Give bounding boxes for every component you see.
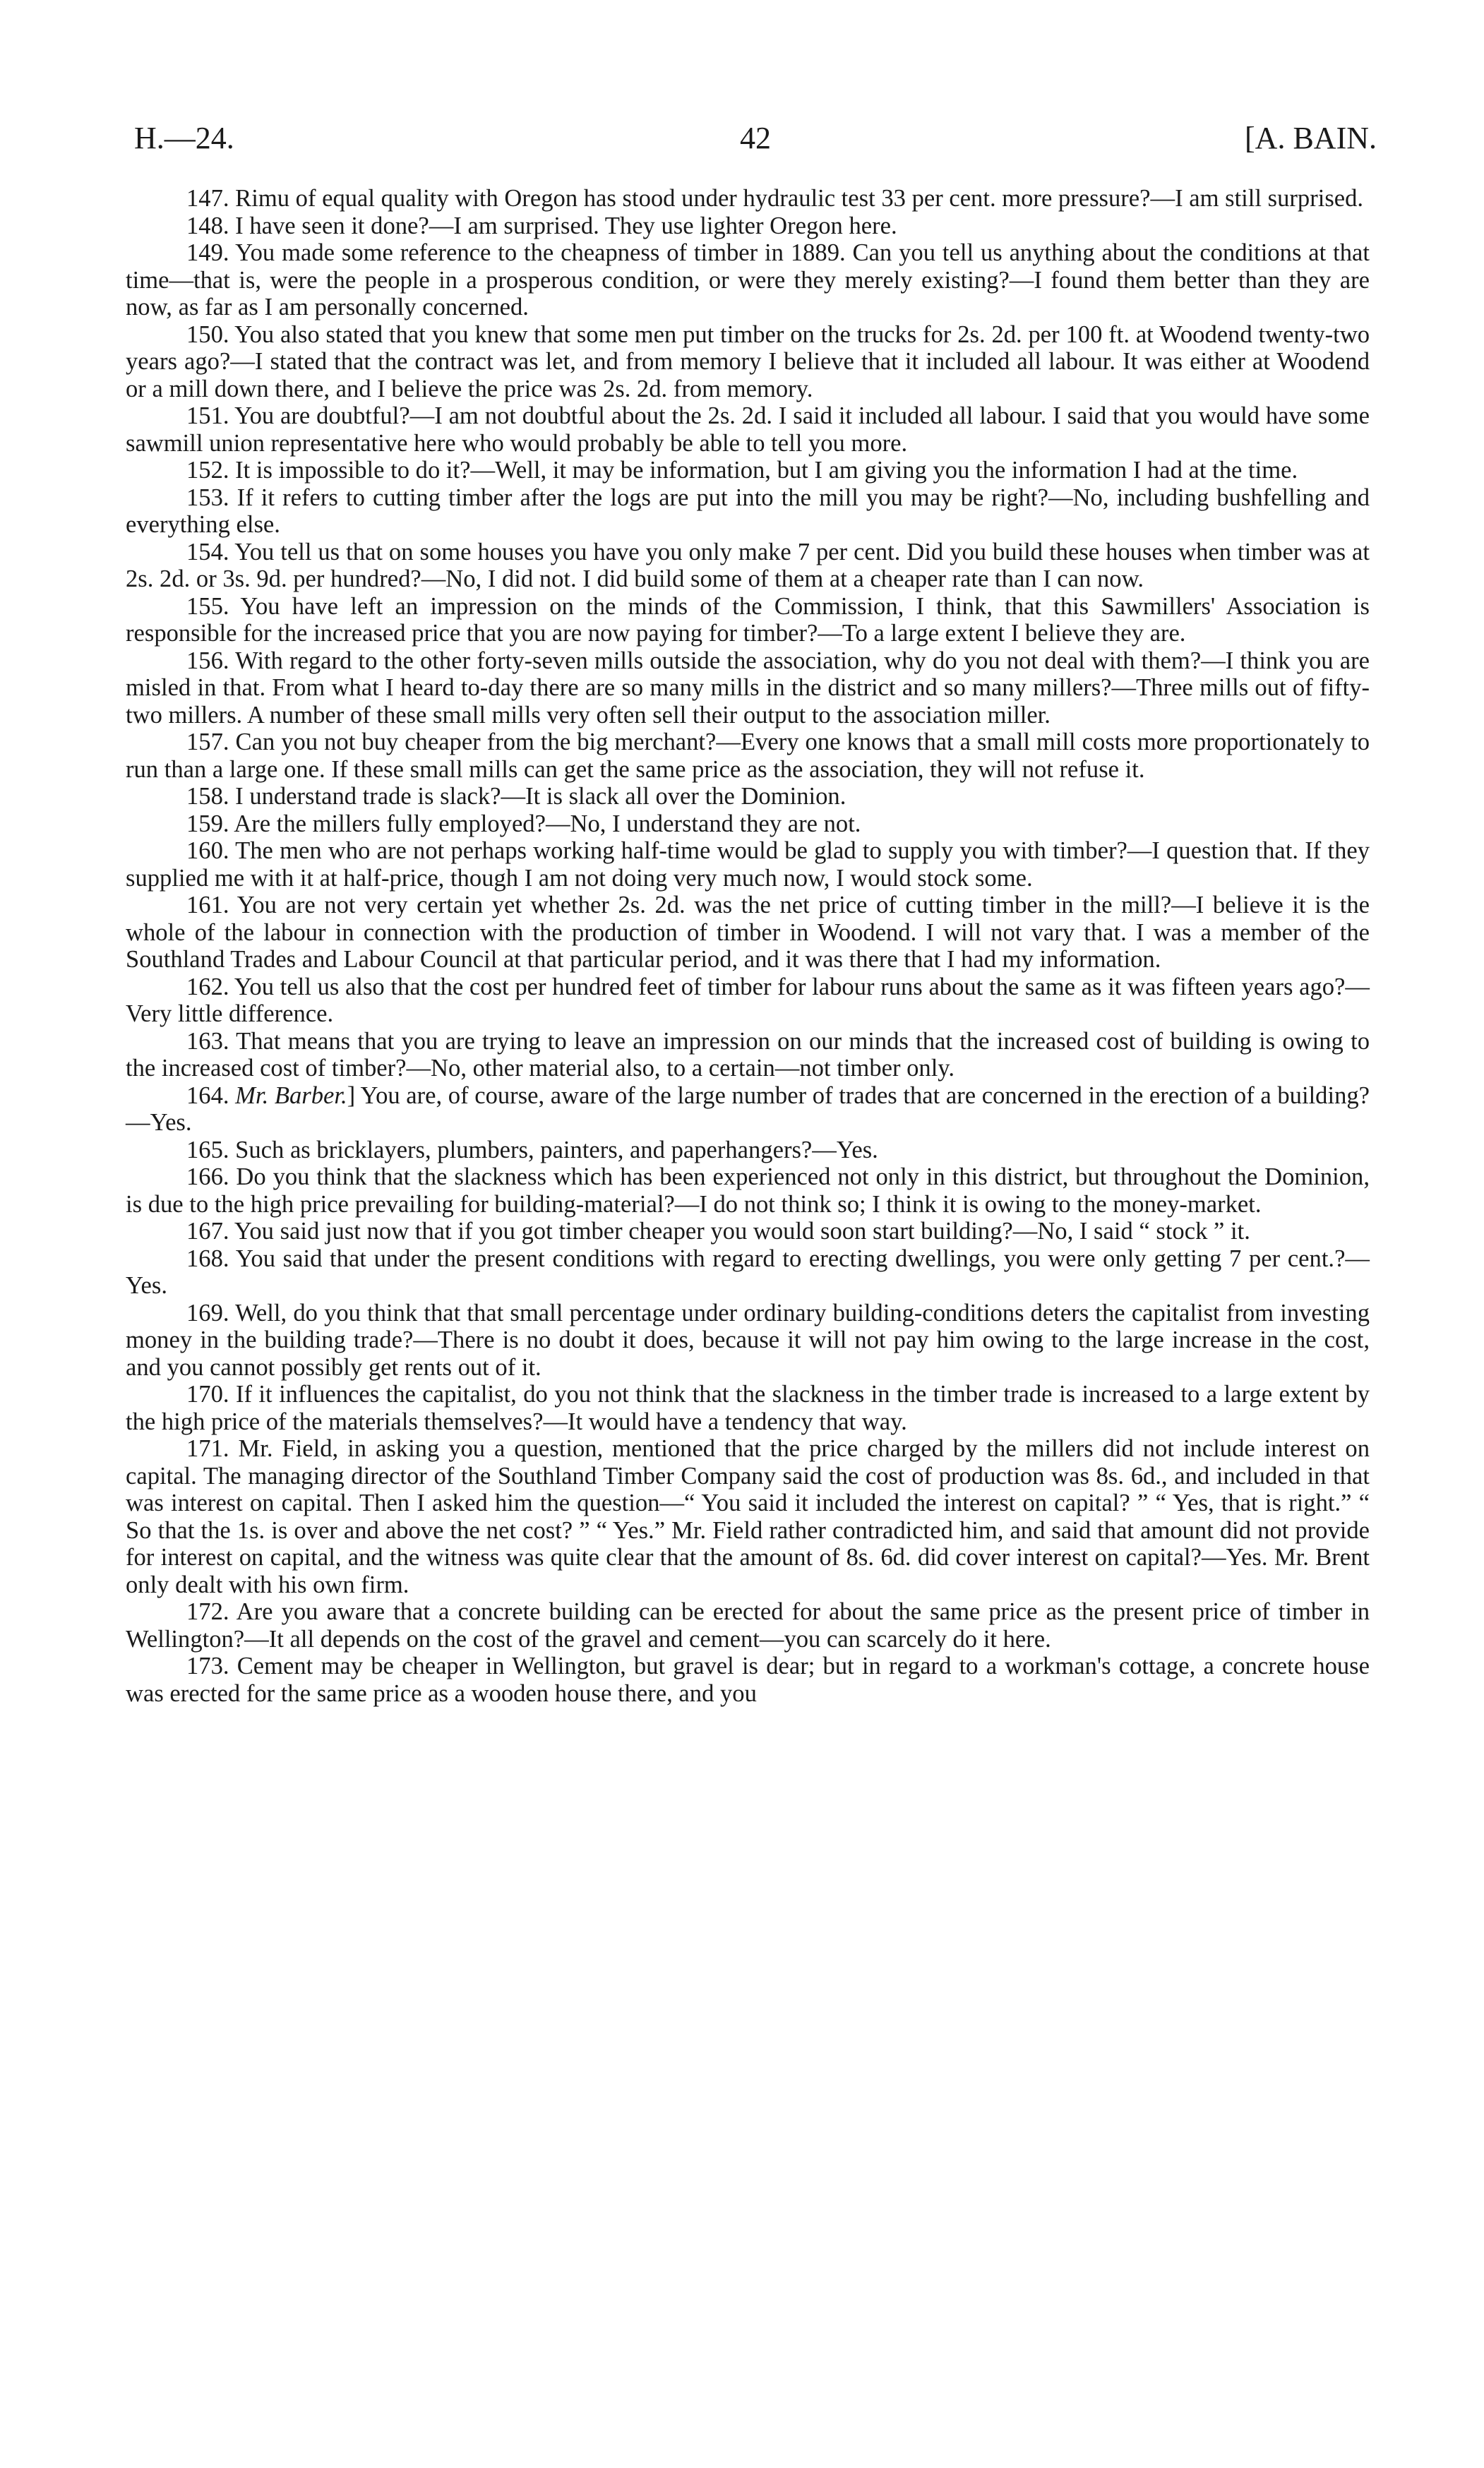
question-148: 148. I have seen it done?—I am surprised. They use lighter Oregon here.	[186, 212, 897, 239]
question-173: 173. Cement may be cheaper in Wellington, but gravel is dear; but in regard to a workman's cottage, a concrete house was erected for the same price as a wooden house there, and you	[126, 1653, 1370, 1707]
question-156: 156. With regard to the other forty-seven mills outside the association, why do you not deal with them?—I think you are misled in that. From what I heard to-day there are so many mills in the district and so many millers?—Three mills out of fifty-two millers. A number of these small mills very often sell their output to the association miller.	[126, 647, 1370, 729]
report-code: H.—24.	[134, 121, 234, 155]
question-172: 172. Are you aware that a concrete building can be erected for about the same price as the present price of timber in Wellington?—It all depends on the cost of the gravel and cement—you can scarcely do it here.	[126, 1598, 1370, 1653]
question-165: 165. Such as bricklayers, plumbers, painters, and paperhangers?—Yes.	[186, 1136, 878, 1163]
page-header	[134, 120, 1377, 162]
question-154: 154. You tell us that on some houses you have you only make 7 per cent. Did you build these houses when timber was at 2s. 2d. or 3s. 9d. per hundred?—No, I did not. I did build some of them at a cheaper rate than I can now.	[126, 538, 1370, 592]
question-170: 170. If it influences the capitalist, do you not think that the slackness in the timber trade is increased to a large extent by the high price of the materials themselves?—It would have a tendency that way.	[126, 1381, 1370, 1435]
page-number: 42	[740, 121, 771, 155]
question-149: 149. You made some reference to the cheapness of timber in 1889. Can you tell us anything about the conditions at that time—that is, were the people in a prosperous condition, or were they merely existing?—I found them better than they are now, as far as I am personally concerned.	[126, 239, 1370, 321]
question-168: 168. You said that under the present conditions with regard to erecting dwellings, you were only getting 7 per cent.?—Yes.	[126, 1245, 1370, 1299]
question-151: 151. You are doubtful?—I am not doubtful about the 2s. 2d. I said it included all labour. I said that you would have some sawmill union representative here who would probably be able to tell you more.	[126, 402, 1370, 457]
question-159: 159. Are the millers fully employed?—No, I understand they are not.	[186, 810, 861, 837]
question-157: 157. Can you not buy cheaper from the big merchant?—Every one knows that a small mill costs more proportionately to run than a large one. If these small mills can get the same price as the association, they will not refuse it.	[126, 729, 1370, 783]
question-152: 152. It is impossible to do it?—Well, it may be information, but I am giving you the information I had at the time.	[186, 457, 1298, 484]
question-163: 163. That means that you are trying to leave an impression on our minds that the increased cost of building is owing to the increased cost of timber?—No, other material also, to a certain—not timber only.	[126, 1027, 1370, 1082]
question-171: 171. Mr. Field, in asking you a question, mentioned that the price charged by the millers did not include interest on capital. The managing director of the Southland Timber Company said the cost of production was 8s. 6d., and included in that was interest on capital. Then I asked him the question—“ You said it included the interest on capital? ” “ Yes, that is right.” “ So that the 1s. is over and above the net cost? ” “ Yes.” Mr. Field rather contradicted him, and said that amount did not provide for interest on capital, and the witness was quite clear that the amount of 8s. 6d. did cover interest on capital?—Yes. Mr. Brent only dealt with his own firm.	[126, 1435, 1370, 1598]
witness-name: [A. BAIN.	[1245, 121, 1377, 155]
question-number: 164.	[186, 1082, 236, 1109]
question-162: 162. You tell us also that the cost per hundred feet of timber for labour runs about the same as it was fifteen years ago?—Very little difference.	[126, 973, 1370, 1027]
question-161: 161. You are not very certain yet whether 2s. 2d. was the net price of cutting timber in the mill?—I believe it is the whole of the labour in connection with the production of timber in Woodend. I will not vary that. I was a member of the Southland Trades and Labour Council at that particular period, and it was there that I had my information.	[126, 892, 1370, 973]
question-169: 169. Well, do you think that that small percentage under ordinary building-conditions deters the capitalist from investing money in the building trade?—There is no doubt it does, because it will not pay him owing to the large increase in the cost, and you cannot possibly get rents out of it.	[126, 1299, 1370, 1381]
question-160: 160. The men who are not perhaps working half-time would be glad to supply you with timber?—I question that. If they supplied me with it at half-price, though I am not doing very much now, I would stock some.	[126, 837, 1370, 892]
question-166: 166. Do you think that the slackness which has been experienced not only in this district, but throughout the Dominion, is due to the high price prevailing for building-material?—I do not think so; I think it is owing to the money-market.	[126, 1163, 1370, 1218]
question-167: 167. You said just now that if you got timber cheaper you would soon start building?—No, I said “ stock ” it.	[186, 1218, 1250, 1245]
question-155: 155. You have left an impression on the minds of the Commission, I think, that this Sawmillers' Association is responsible for the increased price that you are now paying for timber?—To a large extent I believe they are.	[126, 592, 1370, 647]
speaker-name: Mr. Barber.	[235, 1082, 347, 1109]
question-150: 150. You also stated that you knew that some men put timber on the trucks for 2s. 2d. per 100 ft. at Woodend twenty-two years ago?—I stated that the contract was let, and from memory I believe that it included all labour. It was either at Woodend or a mill down there, and I believe the price was 2s. 2d. from memory.	[126, 321, 1370, 402]
question-147: 147. Rimu of equal quality with Oregon has stood under hydraulic test 33 per cent. more pressure?—I am still surprised.	[186, 185, 1364, 212]
question-164	[126, 1082, 1370, 1137]
question-text: ] You are, of course, aware of the large number of trades that are concerned in the erection of a building?—Yes.	[126, 1082, 1370, 1136]
question-158: 158. I understand trade is slack?—It is slack all over the Dominion.	[186, 783, 846, 810]
evidence-body	[126, 185, 1370, 1707]
question-153: 153. If it refers to cutting timber after the logs are put into the mill you may be right?—No, including bushfelling and everything else.	[126, 484, 1370, 538]
